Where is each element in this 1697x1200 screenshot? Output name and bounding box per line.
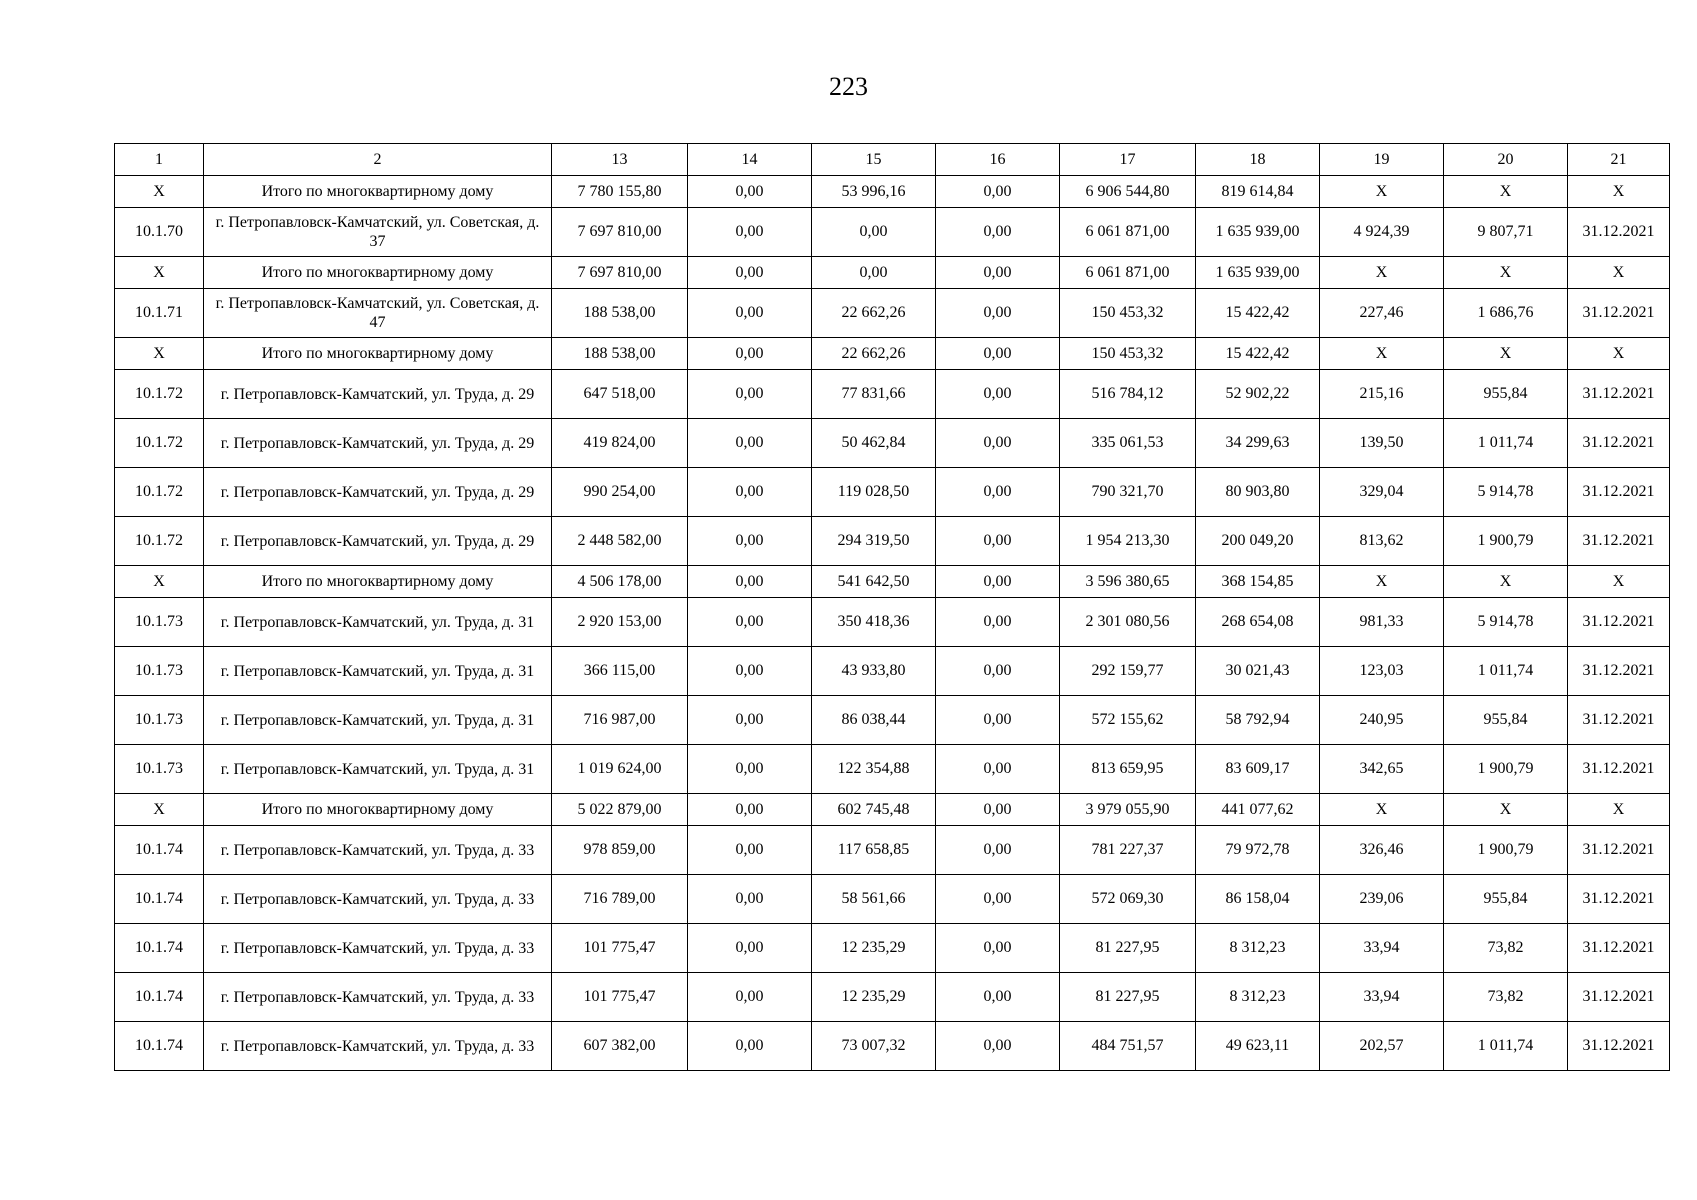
- table-cell: X: [1320, 794, 1444, 826]
- table-cell: 716 789,00: [552, 875, 688, 924]
- table-cell: 15 422,42: [1196, 338, 1320, 370]
- table-row: [115, 517, 1670, 566]
- table-cell: 73,82: [1444, 924, 1568, 973]
- table-cell: 1 900,79: [1444, 826, 1568, 875]
- table-cell: 86 158,04: [1196, 875, 1320, 924]
- table-cell: X: [1320, 257, 1444, 289]
- table-cell: 15 422,42: [1196, 289, 1320, 338]
- table-cell: 326,46: [1320, 826, 1444, 875]
- table-cell: X: [1568, 176, 1670, 208]
- table-cell: 0,00: [936, 826, 1060, 875]
- table-cell: 5 914,78: [1444, 598, 1568, 647]
- table-cell: 10.1.74: [115, 924, 204, 973]
- table-cell: X: [1444, 566, 1568, 598]
- table-cell: 0,00: [936, 647, 1060, 696]
- table-cell: 31.12.2021: [1568, 370, 1670, 419]
- address-cell: г. Петропавловск-Камчатский, ул. Труда, д. 33: [204, 826, 552, 875]
- table-cell: 5 914,78: [1444, 468, 1568, 517]
- table-cell: 83 609,17: [1196, 745, 1320, 794]
- table-cell: 0,00: [688, 289, 812, 338]
- table-cell: 52 902,22: [1196, 370, 1320, 419]
- table-cell: 31.12.2021: [1568, 745, 1670, 794]
- table-body: [115, 176, 1670, 1071]
- table-cell: 647 518,00: [552, 370, 688, 419]
- table-cell: 10.1.72: [115, 370, 204, 419]
- table-cell: 441 077,62: [1196, 794, 1320, 826]
- table-cell: 73 007,32: [812, 1022, 936, 1071]
- table-cell: 781 227,37: [1060, 826, 1196, 875]
- table-cell: 0,00: [688, 468, 812, 517]
- table-cell: 10.1.74: [115, 826, 204, 875]
- table-cell: 123,03: [1320, 647, 1444, 696]
- table-cell: X: [1444, 257, 1568, 289]
- table-cell: 0,00: [688, 419, 812, 468]
- table-cell: 0,00: [688, 924, 812, 973]
- address-cell: г. Петропавловск-Камчатский, ул. Труда, д. 29: [204, 370, 552, 419]
- table-cell: 0,00: [936, 176, 1060, 208]
- table-cell: 6 061 871,00: [1060, 257, 1196, 289]
- table-row: [115, 826, 1670, 875]
- table-cell: 0,00: [688, 794, 812, 826]
- table-cell: 1 011,74: [1444, 1022, 1568, 1071]
- table-cell: 0,00: [936, 370, 1060, 419]
- table-cell: X: [1568, 566, 1670, 598]
- table-row: [115, 289, 1670, 338]
- table-row: [115, 745, 1670, 794]
- table-cell: 602 745,48: [812, 794, 936, 826]
- table-cell: 1 635 939,00: [1196, 208, 1320, 257]
- table-row: [115, 875, 1670, 924]
- address-cell: г. Петропавловск-Камчатский, ул. Советская, д. 47: [204, 289, 552, 338]
- table-cell: 8 312,23: [1196, 973, 1320, 1022]
- table-cell: 1 635 939,00: [1196, 257, 1320, 289]
- table-cell: 294 319,50: [812, 517, 936, 566]
- table-cell: X: [1568, 257, 1670, 289]
- table-cell: 202,57: [1320, 1022, 1444, 1071]
- table-cell: 716 987,00: [552, 696, 688, 745]
- table-cell: 572 069,30: [1060, 875, 1196, 924]
- table-cell: 34 299,63: [1196, 419, 1320, 468]
- table-cell: 0,00: [688, 875, 812, 924]
- table-row: [115, 973, 1670, 1022]
- column-header: 1: [115, 144, 204, 176]
- table-cell: 981,33: [1320, 598, 1444, 647]
- table-cell: 955,84: [1444, 370, 1568, 419]
- table-cell: X: [1444, 176, 1568, 208]
- column-header: 16: [936, 144, 1060, 176]
- total-row: [115, 338, 1670, 370]
- table-cell: 0,00: [936, 566, 1060, 598]
- table-cell: 119 028,50: [812, 468, 936, 517]
- table-cell: 227,46: [1320, 289, 1444, 338]
- column-header: 17: [1060, 144, 1196, 176]
- table-cell: 22 662,26: [812, 338, 936, 370]
- table-cell: 0,00: [936, 468, 1060, 517]
- table-cell: 1 011,74: [1444, 419, 1568, 468]
- column-header: 13: [552, 144, 688, 176]
- column-header: 15: [812, 144, 936, 176]
- table-cell: 10.1.73: [115, 696, 204, 745]
- table-row: [115, 696, 1670, 745]
- table-cell: 150 453,32: [1060, 289, 1196, 338]
- table-cell: 0,00: [688, 370, 812, 419]
- table-cell: 366 115,00: [552, 647, 688, 696]
- table-cell: 978 859,00: [552, 826, 688, 875]
- table-cell: 0,00: [936, 745, 1060, 794]
- table-cell: 31.12.2021: [1568, 289, 1670, 338]
- header-row: [115, 144, 1670, 176]
- table-cell: 10.1.71: [115, 289, 204, 338]
- table-cell: 0,00: [688, 566, 812, 598]
- table-cell: 31.12.2021: [1568, 517, 1670, 566]
- table-cell: X: [115, 794, 204, 826]
- table-cell: 790 321,70: [1060, 468, 1196, 517]
- table-cell: 0,00: [936, 257, 1060, 289]
- address-cell: г. Петропавловск-Камчатский, ул. Труда, д. 31: [204, 745, 552, 794]
- table-cell: X: [1444, 338, 1568, 370]
- table-cell: 1 954 213,30: [1060, 517, 1196, 566]
- table-cell: 0,00: [688, 257, 812, 289]
- table-cell: 31.12.2021: [1568, 647, 1670, 696]
- table-cell: 10.1.72: [115, 419, 204, 468]
- table-cell: 541 642,50: [812, 566, 936, 598]
- address-cell: Итого по многоквартирному дому: [204, 338, 552, 370]
- table-cell: 607 382,00: [552, 1022, 688, 1071]
- address-cell: Итого по многоквартирному дому: [204, 794, 552, 826]
- table-cell: 0,00: [688, 176, 812, 208]
- table-cell: 955,84: [1444, 696, 1568, 745]
- table-cell: 990 254,00: [552, 468, 688, 517]
- table-cell: 79 972,78: [1196, 826, 1320, 875]
- address-cell: г. Петропавловск-Камчатский, ул. Труда, д. 29: [204, 419, 552, 468]
- table-cell: 188 538,00: [552, 289, 688, 338]
- table-row: [115, 598, 1670, 647]
- table-cell: 240,95: [1320, 696, 1444, 745]
- table-cell: 31.12.2021: [1568, 419, 1670, 468]
- table-cell: 10.1.70: [115, 208, 204, 257]
- table-cell: 7 697 810,00: [552, 208, 688, 257]
- table-cell: 4 506 178,00: [552, 566, 688, 598]
- table-row: [115, 370, 1670, 419]
- table-cell: 819 614,84: [1196, 176, 1320, 208]
- table-cell: 53 996,16: [812, 176, 936, 208]
- table-cell: 484 751,57: [1060, 1022, 1196, 1071]
- table-cell: 1 019 624,00: [552, 745, 688, 794]
- table-cell: 10.1.72: [115, 517, 204, 566]
- address-cell: Итого по многоквартирному дому: [204, 566, 552, 598]
- address-cell: г. Петропавловск-Камчатский, ул. Труда, д. 33: [204, 875, 552, 924]
- table-cell: 81 227,95: [1060, 924, 1196, 973]
- column-header: 19: [1320, 144, 1444, 176]
- table-cell: 200 049,20: [1196, 517, 1320, 566]
- table-cell: 12 235,29: [812, 924, 936, 973]
- table-cell: 31.12.2021: [1568, 468, 1670, 517]
- table-cell: X: [1568, 338, 1670, 370]
- table-cell: 572 155,62: [1060, 696, 1196, 745]
- address-cell: г. Петропавловск-Камчатский, ул. Труда, д. 33: [204, 973, 552, 1022]
- address-cell: Итого по многоквартирному дому: [204, 176, 552, 208]
- table-cell: 1 686,76: [1444, 289, 1568, 338]
- table-cell: 0,00: [688, 517, 812, 566]
- table-cell: 10.1.72: [115, 468, 204, 517]
- table-cell: 31.12.2021: [1568, 973, 1670, 1022]
- table-cell: 0,00: [936, 794, 1060, 826]
- table-cell: 31.12.2021: [1568, 696, 1670, 745]
- table-cell: 6 061 871,00: [1060, 208, 1196, 257]
- table-cell: 813 659,95: [1060, 745, 1196, 794]
- table-cell: X: [1568, 794, 1670, 826]
- table-cell: 43 933,80: [812, 647, 936, 696]
- table-cell: 101 775,47: [552, 973, 688, 1022]
- table-cell: 0,00: [936, 924, 1060, 973]
- table-cell: 10.1.73: [115, 647, 204, 696]
- address-cell: г. Петропавловск-Камчатский, ул. Труда, д. 29: [204, 517, 552, 566]
- table-cell: 0,00: [812, 257, 936, 289]
- table-cell: X: [115, 338, 204, 370]
- table-cell: 1 900,79: [1444, 517, 1568, 566]
- table-row: [115, 208, 1670, 257]
- table-cell: 7 697 810,00: [552, 257, 688, 289]
- table-cell: X: [1320, 176, 1444, 208]
- table-row: [115, 924, 1670, 973]
- table-cell: 22 662,26: [812, 289, 936, 338]
- address-cell: г. Петропавловск-Камчатский, ул. Труда, д. 29: [204, 468, 552, 517]
- table-cell: 139,50: [1320, 419, 1444, 468]
- total-row: [115, 566, 1670, 598]
- table-cell: 150 453,32: [1060, 338, 1196, 370]
- column-header: 2: [204, 144, 552, 176]
- column-header: 18: [1196, 144, 1320, 176]
- table-cell: 0,00: [688, 826, 812, 875]
- table-cell: 0,00: [688, 973, 812, 1022]
- table-cell: 12 235,29: [812, 973, 936, 1022]
- table-cell: 335 061,53: [1060, 419, 1196, 468]
- table-cell: 4 924,39: [1320, 208, 1444, 257]
- table-cell: 0,00: [936, 1022, 1060, 1071]
- table-cell: 0,00: [688, 745, 812, 794]
- table-cell: 31.12.2021: [1568, 1022, 1670, 1071]
- address-cell: г. Петропавловск-Камчатский, ул. Труда, д. 33: [204, 924, 552, 973]
- address-cell: г. Петропавловск-Камчатский, ул. Труда, д. 31: [204, 647, 552, 696]
- table-cell: 30 021,43: [1196, 647, 1320, 696]
- table-cell: 31.12.2021: [1568, 924, 1670, 973]
- table-cell: 292 159,77: [1060, 647, 1196, 696]
- table-cell: X: [115, 257, 204, 289]
- table-cell: 101 775,47: [552, 924, 688, 973]
- table-cell: 33,94: [1320, 973, 1444, 1022]
- table-cell: 268 654,08: [1196, 598, 1320, 647]
- table-cell: 10.1.73: [115, 745, 204, 794]
- table-cell: 10.1.74: [115, 973, 204, 1022]
- table-cell: 86 038,44: [812, 696, 936, 745]
- table-cell: 33,94: [1320, 924, 1444, 973]
- column-header: 14: [688, 144, 812, 176]
- table-row: [115, 468, 1670, 517]
- table-cell: 955,84: [1444, 875, 1568, 924]
- table-cell: 3 596 380,65: [1060, 566, 1196, 598]
- table-cell: 31.12.2021: [1568, 208, 1670, 257]
- table-cell: 0,00: [936, 338, 1060, 370]
- table-cell: 10.1.73: [115, 598, 204, 647]
- table-cell: 0,00: [936, 696, 1060, 745]
- address-cell: г. Петропавловск-Камчатский, ул. Труда, д. 33: [204, 1022, 552, 1071]
- table-cell: 329,04: [1320, 468, 1444, 517]
- table-cell: 77 831,66: [812, 370, 936, 419]
- table-cell: 419 824,00: [552, 419, 688, 468]
- table-cell: 350 418,36: [812, 598, 936, 647]
- table-cell: 58 561,66: [812, 875, 936, 924]
- table-cell: X: [1320, 566, 1444, 598]
- table-cell: 81 227,95: [1060, 973, 1196, 1022]
- table-cell: 0,00: [936, 517, 1060, 566]
- column-header: 21: [1568, 144, 1670, 176]
- table-cell: 1 011,74: [1444, 647, 1568, 696]
- table-row: [115, 419, 1670, 468]
- table-cell: 31.12.2021: [1568, 826, 1670, 875]
- table-cell: X: [115, 566, 204, 598]
- table-cell: 368 154,85: [1196, 566, 1320, 598]
- table-cell: 117 658,85: [812, 826, 936, 875]
- table-cell: 0,00: [936, 598, 1060, 647]
- table-cell: 0,00: [688, 696, 812, 745]
- table-cell: 0,00: [688, 1022, 812, 1071]
- address-cell: г. Петропавловск-Камчатский, ул. Труда, д. 31: [204, 696, 552, 745]
- table-cell: 342,65: [1320, 745, 1444, 794]
- table-cell: 0,00: [936, 208, 1060, 257]
- table-cell: 6 906 544,80: [1060, 176, 1196, 208]
- address-cell: г. Петропавловск-Камчатский, ул. Труда, д. 31: [204, 598, 552, 647]
- table-cell: 3 979 055,90: [1060, 794, 1196, 826]
- table-cell: 58 792,94: [1196, 696, 1320, 745]
- table-cell: 7 780 155,80: [552, 176, 688, 208]
- table-row: [115, 1022, 1670, 1071]
- table-cell: 0,00: [936, 289, 1060, 338]
- table-cell: 31.12.2021: [1568, 875, 1670, 924]
- table-cell: 49 623,11: [1196, 1022, 1320, 1071]
- total-row: [115, 794, 1670, 826]
- data-table: [114, 143, 1670, 1071]
- table-cell: X: [115, 176, 204, 208]
- table-cell: 80 903,80: [1196, 468, 1320, 517]
- table-cell: 215,16: [1320, 370, 1444, 419]
- table-cell: 31.12.2021: [1568, 598, 1670, 647]
- table-cell: 122 354,88: [812, 745, 936, 794]
- table-cell: 813,62: [1320, 517, 1444, 566]
- table-cell: 0,00: [936, 875, 1060, 924]
- table-cell: 0,00: [688, 208, 812, 257]
- table-cell: 2 448 582,00: [552, 517, 688, 566]
- table-cell: 0,00: [812, 208, 936, 257]
- table-cell: 8 312,23: [1196, 924, 1320, 973]
- table-cell: 239,06: [1320, 875, 1444, 924]
- page-number: 223: [829, 72, 868, 101]
- table-cell: 10.1.74: [115, 875, 204, 924]
- column-header: 20: [1444, 144, 1568, 176]
- table-cell: 2 301 080,56: [1060, 598, 1196, 647]
- table-cell: 0,00: [936, 973, 1060, 1022]
- table-cell: 516 784,12: [1060, 370, 1196, 419]
- table-cell: 9 807,71: [1444, 208, 1568, 257]
- table-row: [115, 647, 1670, 696]
- table-cell: 2 920 153,00: [552, 598, 688, 647]
- table-cell: 73,82: [1444, 973, 1568, 1022]
- table-cell: 0,00: [688, 647, 812, 696]
- total-row: [115, 176, 1670, 208]
- table-cell: 0,00: [688, 338, 812, 370]
- address-cell: Итого по многоквартирному дому: [204, 257, 552, 289]
- total-row: [115, 257, 1670, 289]
- address-cell: г. Петропавловск-Камчатский, ул. Советская, д. 37: [204, 208, 552, 257]
- table-cell: 10.1.74: [115, 1022, 204, 1071]
- table-cell: 50 462,84: [812, 419, 936, 468]
- table-cell: 0,00: [688, 598, 812, 647]
- table-cell: X: [1444, 794, 1568, 826]
- table-cell: 5 022 879,00: [552, 794, 688, 826]
- table-cell: 1 900,79: [1444, 745, 1568, 794]
- table-cell: 188 538,00: [552, 338, 688, 370]
- table-cell: X: [1320, 338, 1444, 370]
- table-cell: 0,00: [936, 419, 1060, 468]
